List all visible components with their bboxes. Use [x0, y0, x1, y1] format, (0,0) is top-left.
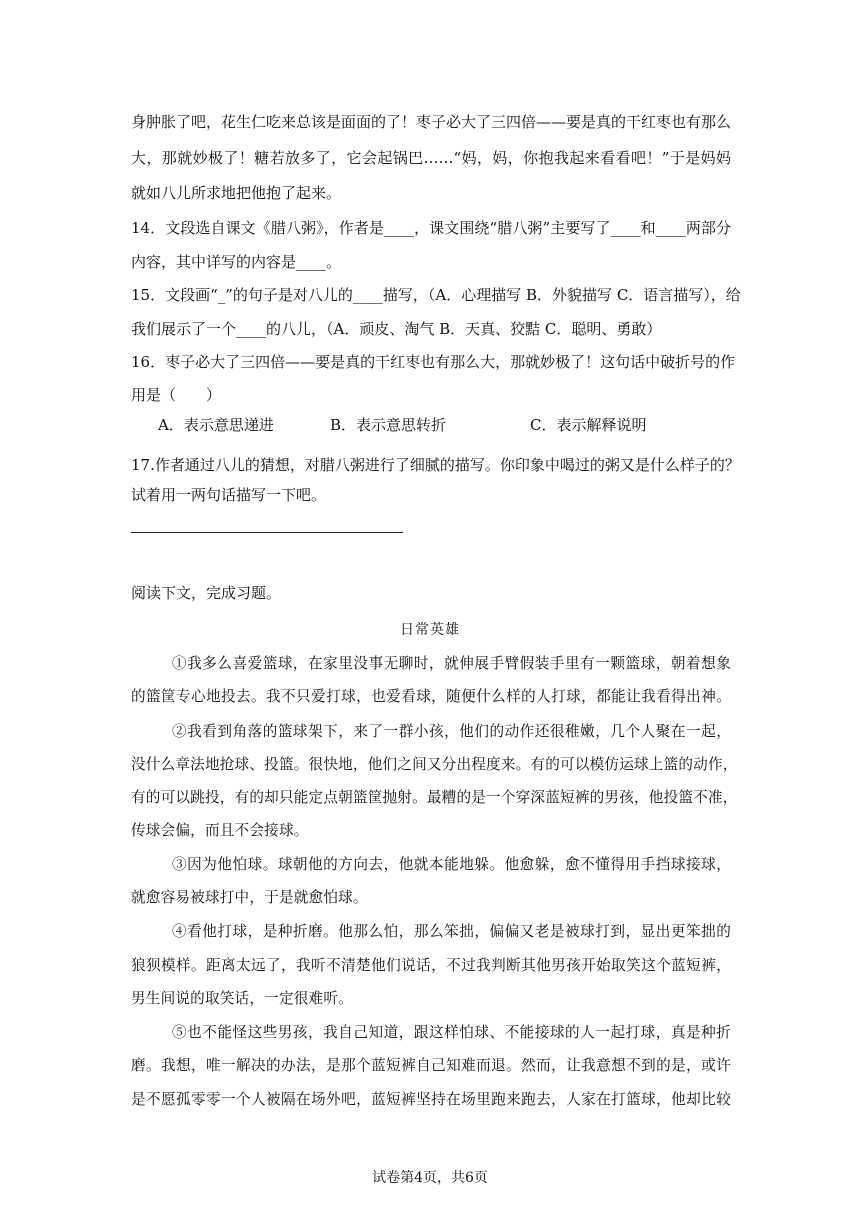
question-15: 15．文段画“_”的句子是对八儿的____描写，（A．心理描写 B．外貌描写 C．语言描写），给 [131, 286, 741, 304]
passage-line: 就愈容易被球打中，于是就愈怕球。 [131, 889, 368, 906]
question-17: 17.作者通过八儿的猜想，对腊八粥进行了细腻的描写。你印象中喝过的粥又是什么样子的？ [131, 456, 740, 474]
passage-line: ①我多么喜爱篮球，在家里没事无聊时，就伸展手臂假装手里有一颗篮球，朝着想象 [172, 655, 731, 672]
q13-text-line: 就如八儿所求地把他抱了起来。 [131, 184, 342, 202]
passage-line: ⑤也不能怪这些男孩，我自己知道，跟这样怕球、不能接球的人一起打球，真是种折 [172, 1024, 731, 1041]
passage-title: 日常英雄 [400, 622, 460, 638]
question-16-cont: 用是（ ） [131, 386, 222, 404]
passage-line: 狼狈模样。距离太远了，我听不清楚他们说话，不过我判断其他男孩开始取笑这个蓝短裤， [131, 957, 731, 974]
reading-instruction: 阅读下文，完成习题。 [131, 584, 282, 602]
passage-line: 传球会偏，而且不会接球。 [131, 822, 309, 839]
passage-line: 男生间说的取笑话，一定很难听。 [131, 990, 353, 1007]
passage-line: 是不愿孤零零一个人被隔在场外吧，蓝短裤坚持在场里跑来跑去，人家在打篮球，他却比较 [131, 1091, 731, 1108]
passage-line: ④看他打球，是种折磨。他那么怕，那么笨拙，偏偏又老是被球打到，显出更笨拙的 [172, 923, 731, 940]
page-footer: 试卷第4页，共6页 [372, 1170, 488, 1186]
passage-line: 的篮筐专心地投去。我不只爱打球，也爱看球，随便什么样的人打球，都能让我看得出神。 [131, 688, 731, 705]
option-b[interactable]: B．表示意思转折 [330, 416, 447, 434]
passage-line: ②我看到角落的篮球架下，来了一群小孩，他们的动作还很稚嫩，几个人聚在一起， [172, 723, 731, 740]
passage-line: ③因为他怕球。球朝他的方向去，他就本能地躲。他愈躲，愈不懂得用手挡球接球， [172, 856, 731, 873]
option-c[interactable]: C．表示解释说明 [530, 416, 647, 434]
passage-line: 有的可以跳投，有的却只能定点朝篮筐抛射。最糟的是一个穿深蓝短裤的男孩，他投篮不准， [131, 789, 738, 806]
q13-text-line: 身肿胀了吧，花生仁吃来总该是面面的了！枣子必大了三四倍——要是真的干红枣也有那么 [131, 113, 732, 131]
passage-line: 磨。我想，唯一解决的办法，是那个蓝短裤自己知难而退。然而，让我意想不到的是，或许 [131, 1057, 731, 1074]
passage-line: 没什么章法地抢球、投篮。很快地，他们之间又分出程度来。有的可以模仿运球上篮的动作， [131, 756, 738, 773]
answer-blank-line[interactable] [131, 532, 403, 533]
question-17-cont: 试着用一两句话描写一下吧。 [131, 486, 327, 504]
option-a[interactable]: A．表示意思递进 [158, 416, 274, 434]
question-16: 16．枣子必大了三四倍——要是真的干红枣也有那么大，那就妙极了！这句话中破折号的作 [131, 353, 736, 371]
question-15-cont: 我们展示了一个____的八儿，（A．顽皮、淘气 B．天真、狡黠 C．聪明、勇敢） [131, 320, 662, 338]
question-14: 14．文段选自课文《腊八粥》，作者是____，课文围绕“腊八粥”主要写了____和____两部分 [131, 219, 731, 237]
q13-text-line: 大，那就妙极了！糖若放多了，它会起锅巴……“妈，妈，你抱我起来看看吧！”于是妈妈 [131, 149, 731, 167]
question-14-cont: 内容，其中详写的内容是____。 [131, 253, 342, 271]
